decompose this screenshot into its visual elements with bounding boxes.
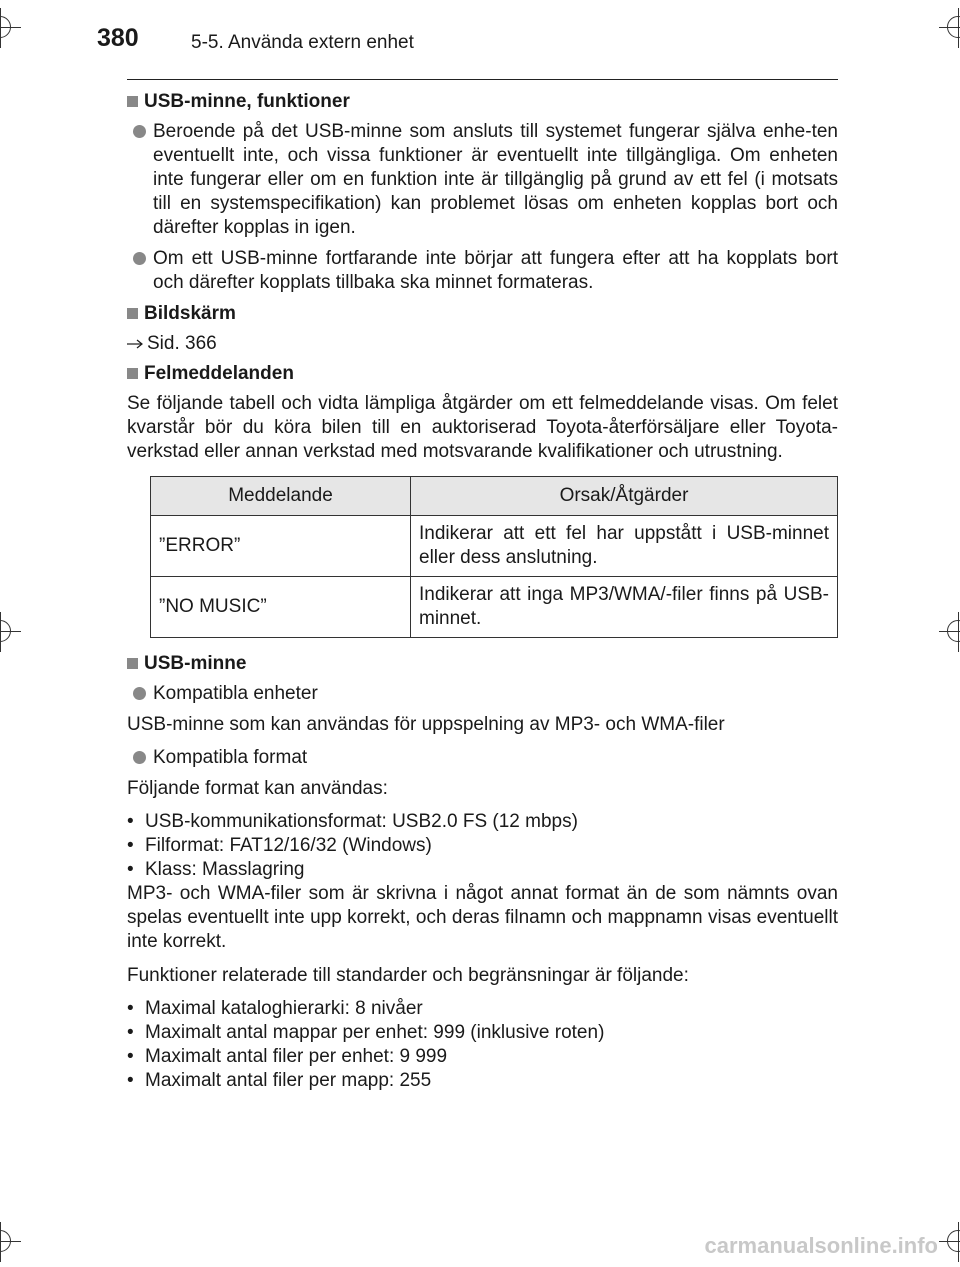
errors-intro: Se följande tabell och vidta lämpliga åtgärder om ett felmeddelande visas. Om felet kvarstår bör du köra bilen till en auktoriserad Toyota-återförsäljare eller Toyota-verkstad eller annan verkstad med motsvarande kvalifikationer och utrustning. [127,393,838,462]
page-number: 380 [97,24,139,52]
table-row [151,577,838,638]
list-item-text: Maximalt antal filer per mapp: 255 [145,1070,432,1091]
bullet-text: Kompatibla format [153,747,308,768]
circle-bullet-icon [133,252,146,265]
devices-text: USB-minne som kan användas för uppspelning av MP3- och WMA-filer [127,714,725,735]
reference-text[interactable]: Sid. 366 [147,333,217,354]
table-cell: Indikerar att ett fel har uppstått i USB-minnet eller dess anslutning. [411,516,838,577]
page-reference[interactable] [127,332,838,356]
list-item: • Maximalt antal filer per enhet: 9 999 [127,1046,448,1067]
bullet-text: Om ett USB-minne fortfarande inte börjar att fungera efter att ha kopplats bort och därefter kopplats tillbaka ska minnet formateras. [153,248,838,293]
table-cell: ”ERROR” [151,516,411,577]
list-item: • Klass: Masslagring [127,859,305,880]
bullet-text: Kompatibla enheter [153,683,318,704]
watermark: carmanualsonline.info [704,1233,938,1258]
section-heading [127,90,838,114]
list-item: • Maximal kataloghierarki: 8 nivåer [127,998,423,1019]
list-item [127,120,838,240]
list-item [127,682,838,706]
column-header: Orsak/Åtgärder [411,477,838,516]
list-item: • Filformat: FAT12/16/32 (Windows) [127,835,432,856]
heading-text: USB-minne, funktioner [144,91,350,112]
formats-intro: Följande format kan användas: [127,778,388,799]
list-item: • USB-kommunikationsformat: USB2.0 FS (12 mbps) [127,811,578,832]
list-item [127,746,838,770]
section-title: 5-5. Använda extern enhet [191,32,414,53]
registration-mark-icon [0,8,21,48]
list-item-text: USB-kommunikationsformat: USB2.0 FS (12 mbps) [145,811,578,832]
square-bullet-icon [127,96,138,107]
list-item-text: Klass: Masslagring [145,859,305,880]
registration-mark-icon [0,612,21,652]
section-heading [127,362,838,386]
limits-list [127,997,838,1093]
bullet-text: Beroende på det USB-minne som ansluts till systemet fungerar själva enhe-ten eventuellt inte, och vissa funktioner är eventuellt inte tillgängliga. Om enheten inte fungerar eller om en funktion inte är tillgänglig på grund av ett fel (i motsats till en systemspecifikation) kan problemet lösas om enheten kopplas bort och därefter kopplas in igen. [153,121,838,238]
circle-bullet-icon [133,751,146,764]
table-header-row [151,477,838,516]
list-item [127,247,838,295]
table-cell: Indikerar att inga MP3/WMA/-filer finns på USB-minnet. [411,577,838,638]
list-item: • Maximalt antal filer per mapp: 255 [127,1070,432,1091]
heading-text: Bildskärm [144,303,236,324]
square-bullet-icon [127,658,138,669]
column-header: Meddelande [151,477,411,516]
list-item-text: Maximalt antal mappar per enhet: 999 (inklusive roten) [145,1022,605,1043]
page-content [127,90,838,1101]
registration-mark-icon [0,1222,21,1262]
list-item-text: Maximalt antal filer per enhet: 9 999 [145,1046,448,1067]
heading-text: Felmeddelanden [144,363,294,384]
arrow-right-icon [127,332,147,356]
section-heading [127,302,838,326]
limits-intro: Funktioner relaterade till standarder och begränsningar är följande: [127,965,689,986]
registration-mark-icon [939,612,960,652]
registration-mark-icon [939,1222,960,1262]
table-row [151,516,838,577]
list-item-text: Filformat: FAT12/16/32 (Windows) [145,835,432,856]
square-bullet-icon [127,308,138,319]
list-item: • Maximalt antal mappar per enhet: 999 (inklusive roten) [127,1022,605,1043]
section-heading [127,652,838,676]
square-bullet-icon [127,368,138,379]
list-item-text: Maximal kataloghierarki: 8 nivåer [145,998,423,1019]
heading-text: USB-minne [144,653,247,674]
circle-bullet-icon [133,125,146,138]
format-list [127,810,838,882]
table-cell: ”NO MUSIC” [151,577,411,638]
error-message-table [150,476,838,638]
circle-bullet-icon [133,687,146,700]
format-note: MP3- och WMA-filer som är skrivna i något annat format än de som nämnts ovan spelas eventuellt inte upp korrekt, och deras filnamn och mappnamn visas eventuellt inte korrekt. [127,883,838,952]
registration-mark-icon [939,8,960,48]
header-divider [127,79,838,80]
